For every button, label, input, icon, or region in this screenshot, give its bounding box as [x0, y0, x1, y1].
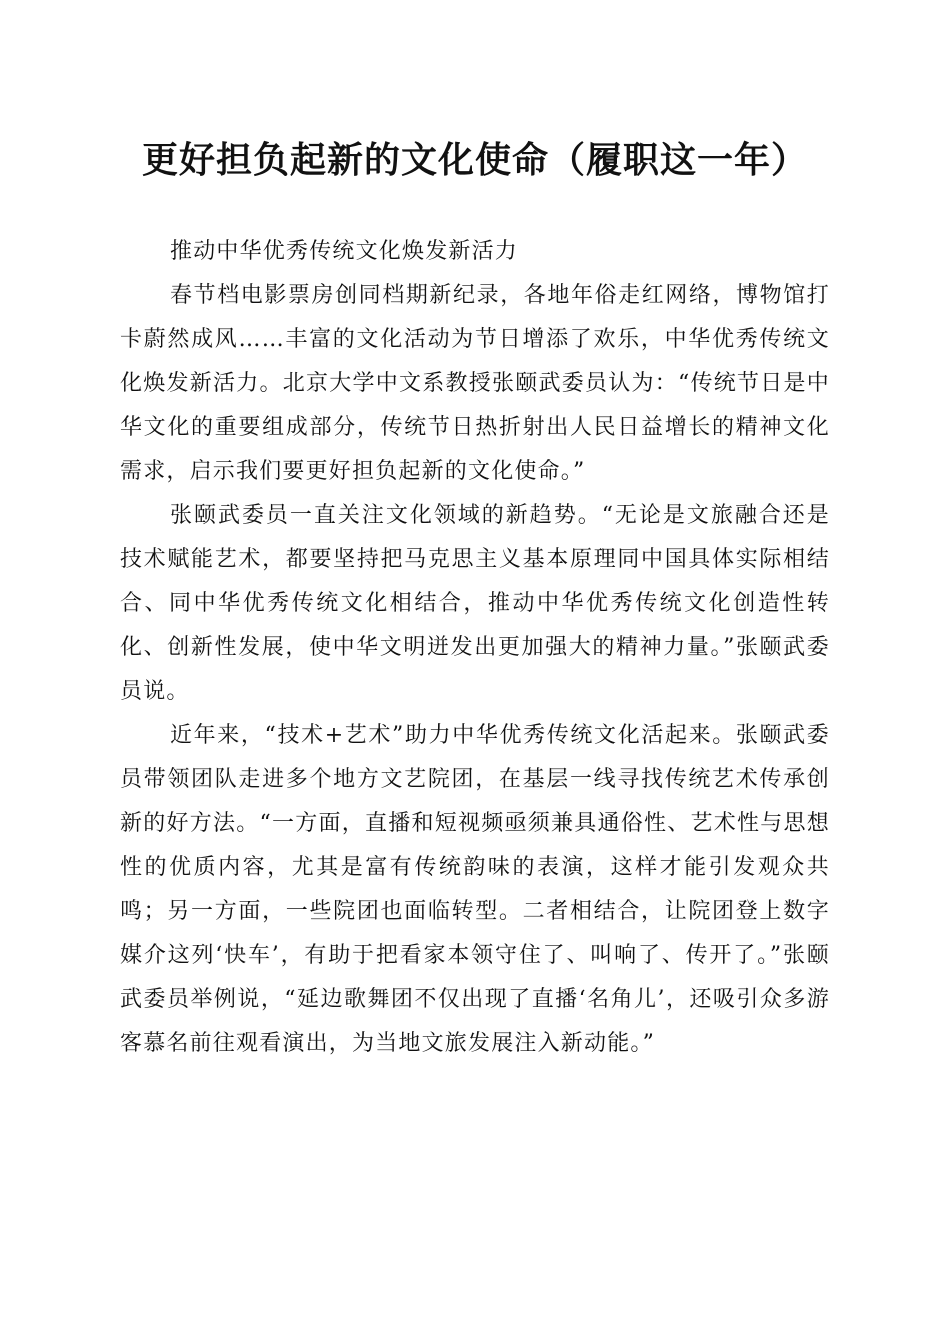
body-paragraph: 近年来，“技术+艺术”助力中华优秀传统文化活起来。张颐武委员带领团队走进多个地方文艺院团，在基层一线寻找传统艺术传承创新的好方法。“一方面，直播和短视频亟须兼具通俗性、艺术性与思想性的优质内容，尤其是富有传统韵味的表演，这样才能引发观众共鸣；另一方面，一些院团也面临转型。二者相结合，让院团登上数字媒介这列‘快车’，有助于把看家本领守住了、叫响了、传开了。”张颐武委员举例说，“延边歌舞团不仅出现了直播‘名角儿’，还吸引众多游客慕名前往观看演出，为当地文旅发展注入新动能。” — [120, 723, 830, 1056]
subheading-paragraph: 推动中华优秀传统文化焕发新活力 — [170, 239, 519, 264]
body-paragraph: 张颐武委员一直关注文化领域的新趋势。“无论是文旅融合还是技术赋能艺术，都要坚持把马克思主义基本原理同中国具体实际相结合、同中华优秀传统文化相结合，推动中华优秀传统文化创造性转化、创新性发展，使中华文明迸发出更加强大的精神力量。”张颐武委员说。 — [120, 503, 830, 704]
document-body — [120, 230, 830, 1066]
document-title: 更好担负起新的文化使命（履职这一年） — [141, 139, 808, 181]
body-paragraph: 春节档电影票房创同档期新纪录，各地年俗走红网络，博物馆打卡蔚然成风……丰富的文化活动为节日增添了欢乐，中华优秀传统文化焕发新活力。北京大学中文系教授张颐武委员认为：“传统节日是中华文化的重要组成部分，传统节日热折射出人民日益增长的精神文化需求，启示我们要更好担负起新的文化使命。” — [120, 283, 830, 484]
